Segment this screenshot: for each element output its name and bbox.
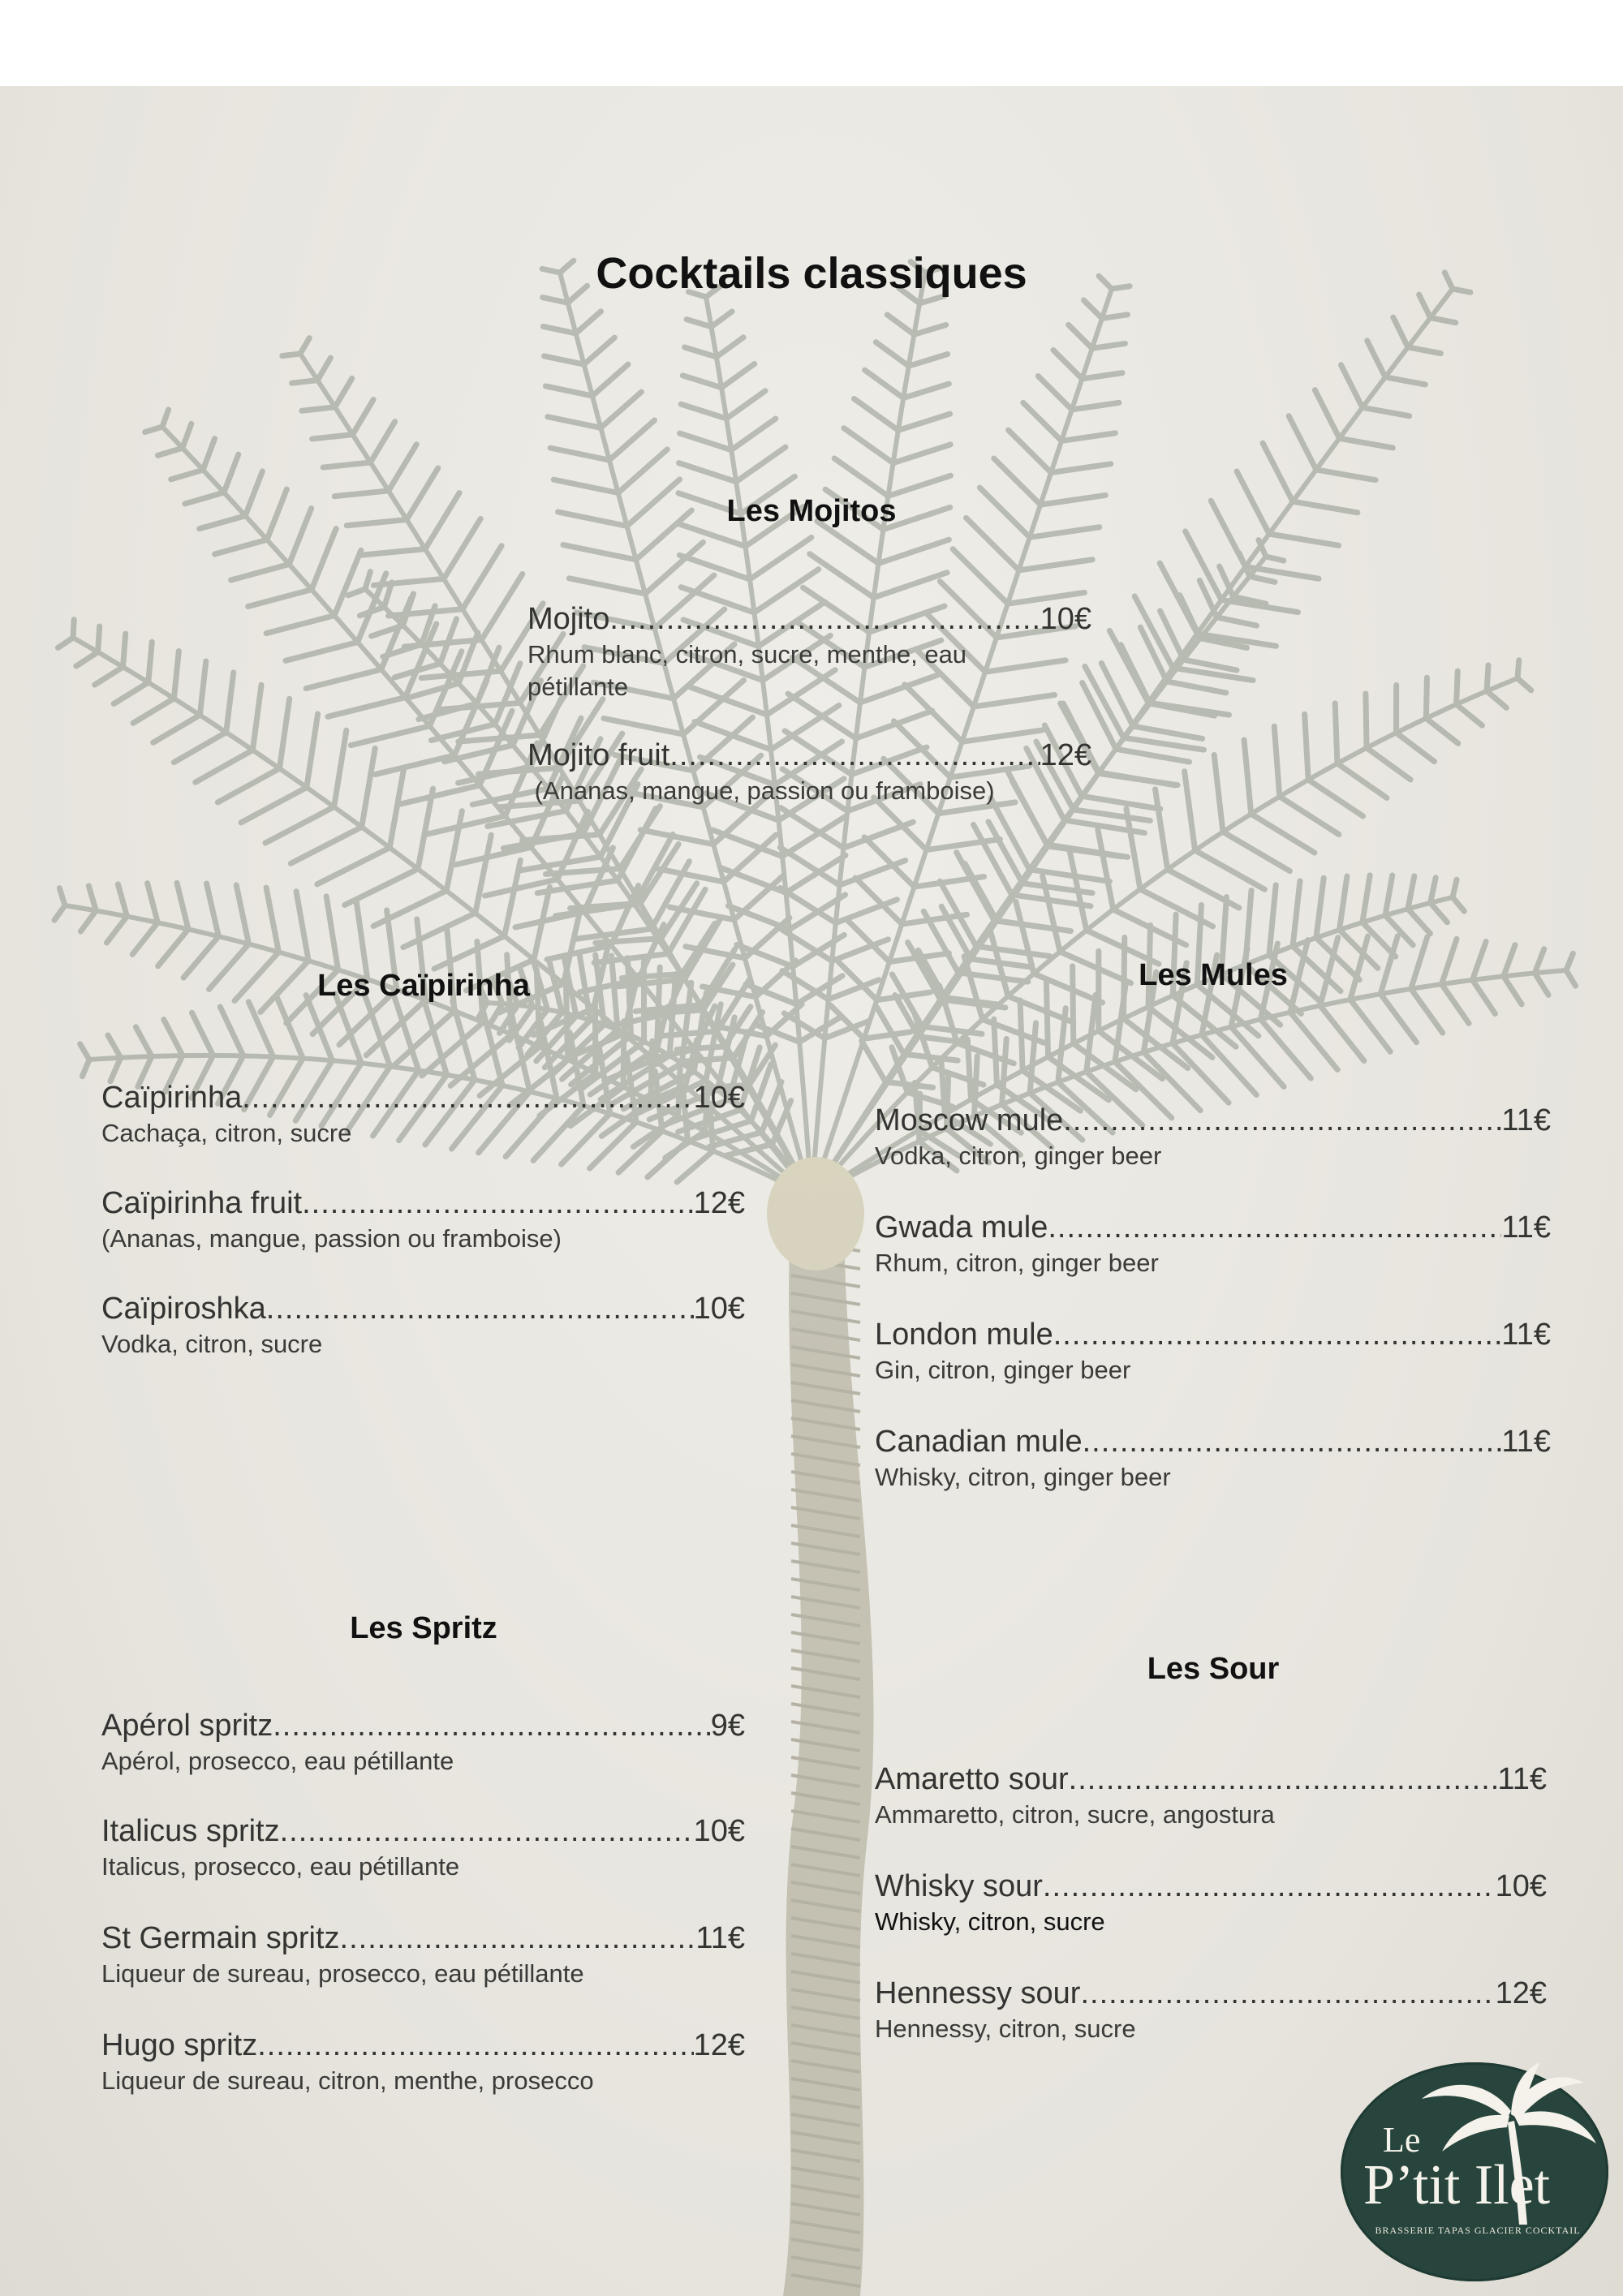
item-price: 11€	[1497, 1762, 1547, 1796]
dot-leader	[302, 1186, 693, 1221]
item-price: 12€	[1495, 1976, 1547, 2010]
item-description: Liqueur de sureau, prosecco, eau pétillante	[101, 1959, 584, 1988]
menu-item	[875, 1318, 1551, 1387]
section-title-sour: Les Sour	[1147, 1652, 1280, 1686]
menu-item	[101, 1921, 745, 1990]
dot-leader	[669, 738, 1040, 773]
item-price: 11€	[695, 1921, 745, 1955]
item-name: Mojito	[527, 602, 610, 636]
dot-leader	[1069, 1762, 1498, 1797]
item-description: Italicus, prosecco, eau pétillante	[101, 1852, 460, 1881]
logo-prefix: Le	[1383, 2120, 1421, 2160]
section-title-mojitos: Les Mojitos	[726, 494, 897, 528]
menu-item	[875, 1976, 1547, 2045]
dot-leader	[1080, 1976, 1495, 2011]
item-name: Italicus spritz	[101, 1814, 280, 1848]
section-title-spritz: Les Spritz	[350, 1611, 497, 1645]
item-name: Caïpirinha fruit	[101, 1186, 303, 1220]
item-price: 11€	[1501, 1210, 1551, 1245]
menu-item	[101, 1709, 745, 1778]
item-description: Ammaretto, citron, sucre, angostura	[875, 1800, 1275, 1829]
item-price: 10€	[1495, 1869, 1547, 1903]
item-name: Apérol spritz	[101, 1709, 273, 1743]
dot-leader	[266, 1292, 694, 1326]
item-name: Hennessy sour	[875, 1976, 1081, 2010]
dot-leader	[242, 1081, 693, 1116]
item-name: St Germain spritz	[101, 1921, 340, 1955]
item-name: Amaretto sour	[875, 1762, 1069, 1796]
section-title-caipirinha: Les Caïpirinha	[317, 969, 530, 1003]
menu-item	[875, 1869, 1547, 1938]
item-description: Whisky, citron, ginger beer	[875, 1463, 1171, 1491]
menu-item	[875, 1762, 1547, 1831]
item-name: Gwada mule	[875, 1210, 1048, 1245]
logo-name: P’tit Ilet	[1363, 2154, 1551, 2216]
dot-leader	[257, 2028, 693, 2063]
menu-item	[101, 2028, 745, 2097]
dot-leader	[280, 1814, 694, 1849]
item-name: Whisky sour	[875, 1869, 1043, 1903]
dot-leader	[273, 1709, 711, 1743]
page-title: Cocktails classiques	[596, 249, 1027, 298]
dot-leader	[1048, 1210, 1501, 1245]
menu-item	[101, 1292, 745, 1361]
item-name: London mule	[875, 1318, 1053, 1352]
item-description: (Ananas, mangue, passion ou framboise)	[101, 1224, 562, 1253]
item-description: Gin, citron, ginger beer	[875, 1356, 1131, 1384]
item-price: 11€	[1501, 1425, 1551, 1459]
dot-leader	[340, 1921, 696, 1956]
menu-item	[101, 1186, 745, 1255]
item-name: Caïpiroshka	[101, 1292, 266, 1326]
dot-leader	[1063, 1103, 1501, 1138]
item-price: 10€	[693, 1292, 745, 1326]
item-price: 9€	[710, 1709, 745, 1743]
item-price: 10€	[693, 1814, 745, 1848]
item-name: Caïpirinha	[101, 1081, 243, 1115]
item-price: 12€	[1040, 738, 1091, 772]
dot-leader	[1043, 1869, 1496, 1904]
menu-item	[101, 1814, 745, 1883]
item-name: Hugo spritz	[101, 2028, 258, 2062]
menu-item	[875, 1425, 1551, 1494]
item-price: 11€	[1501, 1103, 1551, 1137]
menu-item	[875, 1210, 1551, 1279]
item-description: Liqueur de sureau, citron, menthe, prosecco	[101, 2066, 594, 2095]
item-description: Vodka, citron, ginger beer	[875, 1142, 1162, 1170]
item-description: Whisky, citron, sucre	[875, 1907, 1105, 1936]
item-description: Rhum blanc, citron, sucre, menthe, eau pétillante	[527, 640, 967, 701]
dot-leader	[1053, 1318, 1502, 1352]
item-description: Apérol, prosecco, eau pétillante	[101, 1747, 454, 1775]
item-description: Rhum, citron, ginger beer	[875, 1249, 1159, 1277]
item-name: Canadian mule	[875, 1425, 1083, 1459]
item-price: 11€	[1501, 1318, 1551, 1352]
logo-tagline: BRASSERIE TAPAS GLACIER COCKTAIL	[1375, 2225, 1581, 2236]
item-description: Cachaça, citron, sucre	[101, 1119, 352, 1147]
item-description: Vodka, citron, sucre	[101, 1330, 323, 1358]
item-price: 12€	[693, 2028, 745, 2062]
dot-leader	[1083, 1425, 1502, 1460]
item-name: Mojito fruit	[527, 738, 670, 772]
item-price: 10€	[1040, 602, 1091, 636]
item-name: Moscow mule	[875, 1103, 1064, 1137]
restaurant-logo	[1341, 2062, 1608, 2281]
menu-item	[527, 738, 1091, 807]
item-price: 10€	[693, 1081, 745, 1115]
section-title-mules: Les Mules	[1139, 958, 1288, 992]
menu-item	[101, 1081, 745, 1150]
item-description: Hennessy, citron, sucre	[875, 2014, 1136, 2043]
item-price: 12€	[693, 1186, 745, 1220]
dot-leader	[609, 602, 1040, 637]
menu-item	[875, 1103, 1551, 1172]
item-description: (Ananas, mangue, passion ou framboise)	[527, 776, 995, 805]
menu-item	[527, 602, 1091, 703]
menu-page	[0, 86, 1623, 2296]
